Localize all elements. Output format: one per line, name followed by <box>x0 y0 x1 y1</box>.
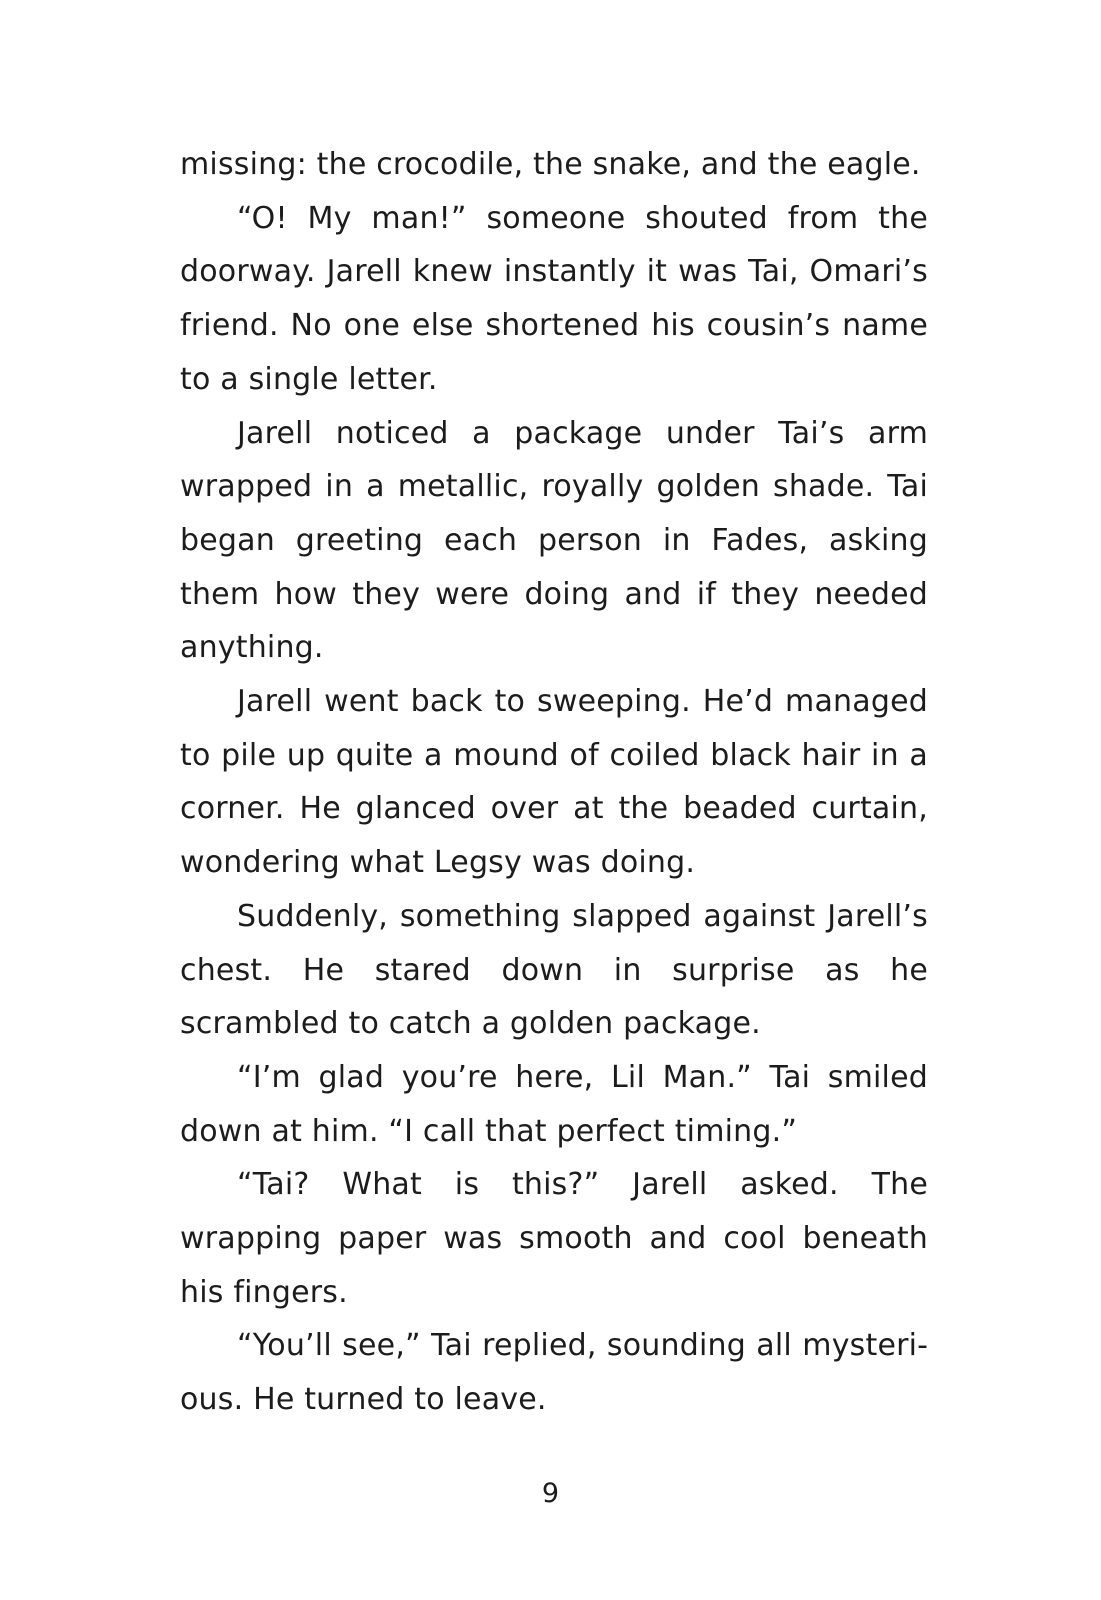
paragraph: “O! My man!” someone shouted from the doorway. Jarell knew instantly it was Tai, Omari’s friend. No one else shortened his cousin’s name to a single letter. <box>180 200 928 397</box>
paragraph: “Tai? What is this?” Jarell asked. The wrapping paper was smooth and cool beneath his fingers. <box>180 1167 928 1310</box>
page-number: 9 <box>541 1478 560 1509</box>
paragraph: missing: the crocodile, the snake, and the eagle. <box>180 147 921 182</box>
paragraph: Suddenly, something slapped against Jarell’s chest. He stared down in surprise as he scrambled to catch a golden package. <box>180 898 928 1042</box>
paragraph: Jarell noticed a package under Tai’s arm wrapped in a metallic, royally golden shade. Tai began greeting each person in Fades, asking them how they were doing and if they needed anything. <box>180 415 928 666</box>
paragraph: “You’ll see,” Tai replied, sounding all mysterious. He turned to leave. <box>180 1328 928 1418</box>
paragraph: Jarell went back to sweeping. He’d managed to pile up quite a mound of coiled black hair in a corner. He glanced over at the beaded curtain, wondering what Legsy was doing. <box>180 684 928 881</box>
paragraph: “I’m glad you’re here, Lil Man.” Tai smiled down at him. “I call that perfect timing.” <box>180 1059 928 1149</box>
body-text <box>180 138 928 1427</box>
